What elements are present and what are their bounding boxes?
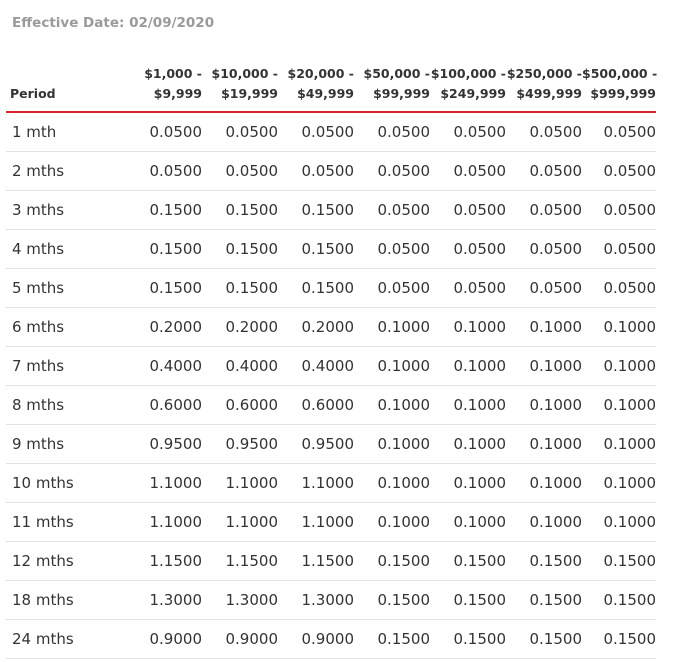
rate-cell: 0.0500 bbox=[582, 112, 656, 152]
rate-cell: 0.1500 bbox=[278, 191, 354, 230]
rate-cell: 0.1500 bbox=[126, 191, 202, 230]
period-cell: 24 mths bbox=[6, 620, 126, 659]
rate-cell: 0.1000 bbox=[582, 464, 656, 503]
rate-cell: 0.4000 bbox=[202, 347, 278, 386]
rate-cell: 0.1000 bbox=[506, 464, 582, 503]
rate-cell: 0.9000 bbox=[202, 620, 278, 659]
table-row bbox=[6, 620, 656, 659]
tier-column-header bbox=[430, 64, 506, 112]
table-row bbox=[6, 425, 656, 464]
table-row bbox=[6, 542, 656, 581]
rate-cell: 0.1500 bbox=[354, 581, 430, 620]
rate-cell: 0.0500 bbox=[202, 152, 278, 191]
tier-column-header bbox=[126, 64, 202, 112]
rate-cell: 0.1000 bbox=[430, 425, 506, 464]
rate-cell: 1.1000 bbox=[278, 464, 354, 503]
rate-cell: 0.6000 bbox=[278, 386, 354, 425]
rate-cell: 0.1000 bbox=[430, 386, 506, 425]
period-cell: 1 mth bbox=[6, 112, 126, 152]
rate-cell: 0.0500 bbox=[430, 112, 506, 152]
rate-cell: 0.0500 bbox=[506, 152, 582, 191]
rate-cell: 0.0500 bbox=[506, 230, 582, 269]
rate-cell: 0.1000 bbox=[582, 386, 656, 425]
period-cell: 10 mths bbox=[6, 464, 126, 503]
rate-cell: 0.4000 bbox=[278, 347, 354, 386]
rate-cell: 1.1500 bbox=[278, 542, 354, 581]
tier-range-end: $99,999 bbox=[373, 86, 430, 101]
rate-cell: 0.1000 bbox=[354, 464, 430, 503]
rate-cell: 0.0500 bbox=[354, 112, 430, 152]
table-row bbox=[6, 112, 656, 152]
rate-cell: 0.1000 bbox=[506, 347, 582, 386]
table-row bbox=[6, 269, 656, 308]
rate-cell: 0.1500 bbox=[430, 542, 506, 581]
rate-cell: 0.0500 bbox=[202, 112, 278, 152]
tier-range-start: $100,000 - bbox=[430, 66, 506, 81]
tier-range-start: $20,000 - bbox=[287, 66, 354, 81]
period-cell: 6 mths bbox=[6, 308, 126, 347]
rate-cell: 0.1000 bbox=[430, 308, 506, 347]
rate-cell: 0.1500 bbox=[582, 581, 656, 620]
rate-cell: 0.1000 bbox=[354, 347, 430, 386]
rate-cell: 0.1000 bbox=[582, 347, 656, 386]
period-cell: 12 mths bbox=[6, 542, 126, 581]
rate-cell: 0.1500 bbox=[278, 269, 354, 308]
rate-cell: 0.1500 bbox=[202, 269, 278, 308]
table-row bbox=[6, 152, 656, 191]
tier-range-end: $249,999 bbox=[440, 86, 506, 101]
rate-cell: 0.9500 bbox=[126, 425, 202, 464]
rate-cell: 0.0500 bbox=[354, 152, 430, 191]
tier-range-start: $500,000 - bbox=[582, 66, 658, 81]
rate-cell: 0.9500 bbox=[278, 425, 354, 464]
rate-cell: 0.1000 bbox=[354, 308, 430, 347]
rates-table-header bbox=[6, 64, 656, 112]
rate-cell: 0.1000 bbox=[582, 503, 656, 542]
rate-cell: 1.1500 bbox=[126, 542, 202, 581]
rate-cell: 0.1500 bbox=[126, 230, 202, 269]
table-row bbox=[6, 503, 656, 542]
rate-cell: 0.9000 bbox=[278, 620, 354, 659]
rate-cell: 0.0500 bbox=[506, 269, 582, 308]
rate-cell: 1.3000 bbox=[202, 581, 278, 620]
rate-cell: 0.1000 bbox=[354, 386, 430, 425]
rate-cell: 0.1500 bbox=[430, 581, 506, 620]
table-row bbox=[6, 191, 656, 230]
tier-column-header bbox=[278, 64, 354, 112]
rate-cell: 0.0500 bbox=[430, 230, 506, 269]
rate-cell: 0.0500 bbox=[430, 152, 506, 191]
rate-cell: 1.3000 bbox=[126, 581, 202, 620]
rate-cell: 0.6000 bbox=[126, 386, 202, 425]
rate-cell: 0.1500 bbox=[202, 191, 278, 230]
rate-cell: 0.0500 bbox=[126, 152, 202, 191]
rates-table-body bbox=[6, 112, 656, 659]
rate-cell: 0.1000 bbox=[430, 464, 506, 503]
table-row bbox=[6, 230, 656, 269]
tier-range-start: $1,000 - bbox=[144, 66, 202, 81]
header-row bbox=[6, 64, 656, 112]
table-row bbox=[6, 464, 656, 503]
rate-cell: 0.2000 bbox=[126, 308, 202, 347]
rate-cell: 0.1500 bbox=[126, 269, 202, 308]
tier-range-end: $19,999 bbox=[221, 86, 278, 101]
table-row bbox=[6, 308, 656, 347]
rate-cell: 0.9000 bbox=[126, 620, 202, 659]
table-row bbox=[6, 581, 656, 620]
rate-cell: 0.4000 bbox=[126, 347, 202, 386]
rate-cell: 0.1500 bbox=[506, 581, 582, 620]
rate-cell: 0.0500 bbox=[278, 112, 354, 152]
rate-cell: 0.1500 bbox=[506, 542, 582, 581]
rate-cell: 0.1000 bbox=[506, 386, 582, 425]
period-cell: 11 mths bbox=[6, 503, 126, 542]
rate-cell: 0.1000 bbox=[354, 425, 430, 464]
period-cell: 7 mths bbox=[6, 347, 126, 386]
rate-cell: 1.1000 bbox=[202, 503, 278, 542]
table-row bbox=[6, 386, 656, 425]
rate-cell: 0.0500 bbox=[582, 191, 656, 230]
rate-cell: 0.2000 bbox=[202, 308, 278, 347]
tier-column-header bbox=[582, 64, 656, 112]
period-cell: 4 mths bbox=[6, 230, 126, 269]
rate-cell: 0.1000 bbox=[430, 503, 506, 542]
rate-cell: 1.1000 bbox=[202, 464, 278, 503]
rate-cell: 0.1500 bbox=[506, 620, 582, 659]
tier-range-end: $49,999 bbox=[297, 86, 354, 101]
rate-cell: 0.1500 bbox=[430, 620, 506, 659]
period-cell: 2 mths bbox=[6, 152, 126, 191]
rate-cell: 0.0500 bbox=[126, 112, 202, 152]
rate-cell: 1.3000 bbox=[278, 581, 354, 620]
rate-cell: 0.0500 bbox=[582, 269, 656, 308]
tier-column-header bbox=[506, 64, 582, 112]
tier-range-start: $10,000 - bbox=[211, 66, 278, 81]
rate-cell: 0.1500 bbox=[278, 230, 354, 269]
rate-cell: 0.1500 bbox=[202, 230, 278, 269]
rate-cell: 1.1500 bbox=[202, 542, 278, 581]
tier-range-start: $50,000 - bbox=[363, 66, 430, 81]
rate-cell: 0.1000 bbox=[582, 425, 656, 464]
rate-cell: 0.0500 bbox=[582, 230, 656, 269]
tier-range-end: $999,999 bbox=[590, 86, 656, 101]
rate-cell: 1.1000 bbox=[278, 503, 354, 542]
period-column-header: Period bbox=[6, 64, 126, 112]
tier-range-end: $499,999 bbox=[516, 86, 582, 101]
rate-cell: 0.0500 bbox=[506, 191, 582, 230]
rate-cell: 0.1500 bbox=[582, 542, 656, 581]
tier-column-header bbox=[354, 64, 430, 112]
period-cell: 9 mths bbox=[6, 425, 126, 464]
rate-cell: 1.1000 bbox=[126, 503, 202, 542]
rate-cell: 0.0500 bbox=[430, 269, 506, 308]
rate-cell: 0.1000 bbox=[506, 503, 582, 542]
rate-cell: 0.1000 bbox=[354, 503, 430, 542]
rate-cell: 0.1000 bbox=[506, 308, 582, 347]
rate-cell: 0.1500 bbox=[582, 620, 656, 659]
rate-cell: 0.9500 bbox=[202, 425, 278, 464]
period-cell: 5 mths bbox=[6, 269, 126, 308]
rate-cell: 0.0500 bbox=[278, 152, 354, 191]
rate-cell: 0.0500 bbox=[354, 191, 430, 230]
period-cell: 3 mths bbox=[6, 191, 126, 230]
rate-cell: 0.1000 bbox=[506, 425, 582, 464]
period-cell: 18 mths bbox=[6, 581, 126, 620]
tier-range-end: $9,999 bbox=[153, 86, 202, 101]
rate-cell: 0.6000 bbox=[202, 386, 278, 425]
rate-cell: 0.0500 bbox=[506, 112, 582, 152]
rate-cell: 0.1500 bbox=[354, 542, 430, 581]
rate-cell: 0.1000 bbox=[430, 347, 506, 386]
rate-cell: 0.0500 bbox=[430, 191, 506, 230]
period-cell: 8 mths bbox=[6, 386, 126, 425]
rate-cell: 0.1500 bbox=[354, 620, 430, 659]
table-row bbox=[6, 347, 656, 386]
effective-date: Effective Date: 02/09/2020 bbox=[12, 15, 215, 31]
rate-cell: 1.1000 bbox=[126, 464, 202, 503]
tier-column-header bbox=[202, 64, 278, 112]
rate-cell: 0.0500 bbox=[354, 230, 430, 269]
rate-cell: 0.2000 bbox=[278, 308, 354, 347]
tier-range-start: $250,000 - bbox=[506, 66, 582, 81]
rates-table bbox=[6, 64, 656, 659]
rate-cell: 0.0500 bbox=[582, 152, 656, 191]
rate-cell: 0.0500 bbox=[354, 269, 430, 308]
rate-cell: 0.1000 bbox=[582, 308, 656, 347]
